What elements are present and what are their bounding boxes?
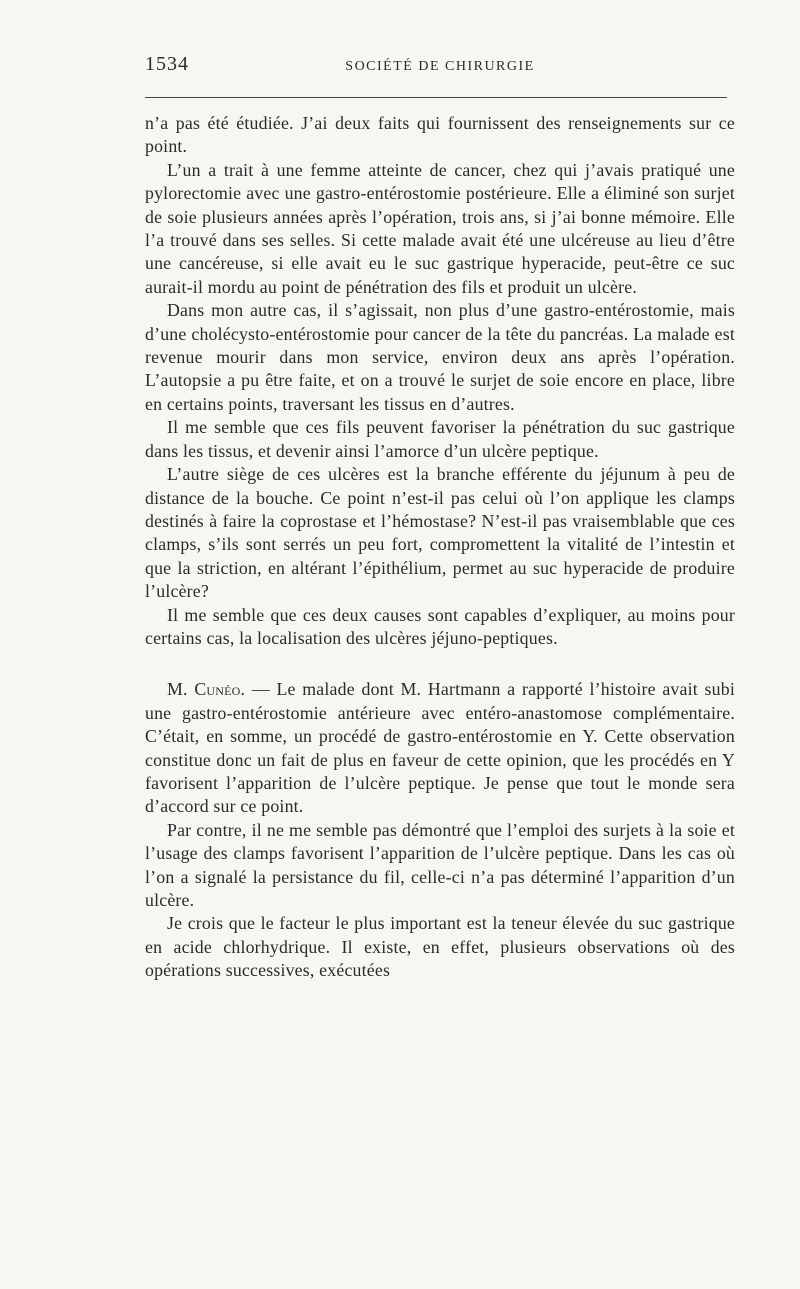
paragraph: Je crois que le facteur le plus important est la teneur élevée du suc gastrique en acide chlorhydrique. Il existe, en effet, plusieurs observations où des opérations successives, exécutées <box>145 913 735 981</box>
paragraph: L’autre siège de ces ulcères est la branche efférente du jéjunum à peu de distance de la bouche. Ce point n’est-il pas celui où l’on applique les clamps destinés à faire la coprostase et l’hémostase? N’est-il pas vraisemblable que ces clamps, s’ils sont serrés un peu fort, compromettent la vitalité de l’intestin et que la striction, en altérant l’épithélium, permet au suc hyperacide de produire l’ulcère? <box>145 464 735 602</box>
paragraph: Par contre, il ne me semble pas démontré que l’emploi des surjets à la soie et l’usage des clamps favorisent l’apparition de l’ulcère peptique. Dans les cas où l’on a signalé la persistance du fil, celle-ci n’a pas déterminé l’apparition d’un ulcère. <box>145 819 735 910</box>
page-number: 1534 <box>145 53 189 75</box>
speaker-paragraph <box>145 678 735 818</box>
paragraph: Il me semble que ces deux causes sont capables d’expliquer, au moins pour certains cas, la localisation des ulcères jéjuno-peptiques. <box>145 604 735 648</box>
body-text <box>145 112 735 983</box>
running-head: SOCIÉTÉ DE CHIRURGIE <box>345 59 535 74</box>
paragraph: n’a pas été étudiée. J’ai deux faits qui fournissent des renseignements sur ce point. <box>145 113 735 157</box>
speaker-text: — Le malade dont M. Hartmann a rapporté l’histoire avait subi une gastro-entérostomie antérieure avec entéro-anastomose complémentaire. C’était, en somme, un procédé de gastro-entérostomie en Y. Cette observation constitue donc un fait de plus en faveur de cette opinion, que les procédés en Y favorisent l’apparition de l’ulcère peptique. Je pense que tout le monde sera d’accord sur ce point. <box>145 679 735 817</box>
paragraph: L’un a trait à une femme atteinte de cancer, chez qui j’avais pratiqué une pylorectomie avec une gastro-entérostomie postérieure. Elle a éliminé son surjet de soie plusieurs années après l’opération, trois ans, si j’ai bonne mémoire. Elle l’a trouvé dans ses selles. Si cette malade avait été une ulcéreuse au lieu d’être une cancéreuse, si elle avait eu le suc gastrique hyperacide, peut-être ce suc aurait-il mordu au point de pénétration des fils et produit un ulcère. <box>145 159 735 297</box>
paragraph: Dans mon autre cas, il s’agissait, non plus d’une gastro-entérostomie, mais d’une cholécysto-entérostomie pour cancer de la tête du pancréas. La malade est revenue mourir dans mon service, environ deux ans après l’opération. L’autopsie a pu être faite, et on a trouvé le surjet de soie encore en place, libre en certains points, traversant les tissus en d’autres. <box>145 300 735 414</box>
speaker-name: M. Cunéo. <box>167 679 246 700</box>
header-rule <box>145 97 727 98</box>
paragraph: Il me semble que ces fils peuvent favoriser la pénétration du suc gastrique dans les tissus, et devenir ainsi l’amorce d’un ulcère peptique. <box>145 417 735 461</box>
